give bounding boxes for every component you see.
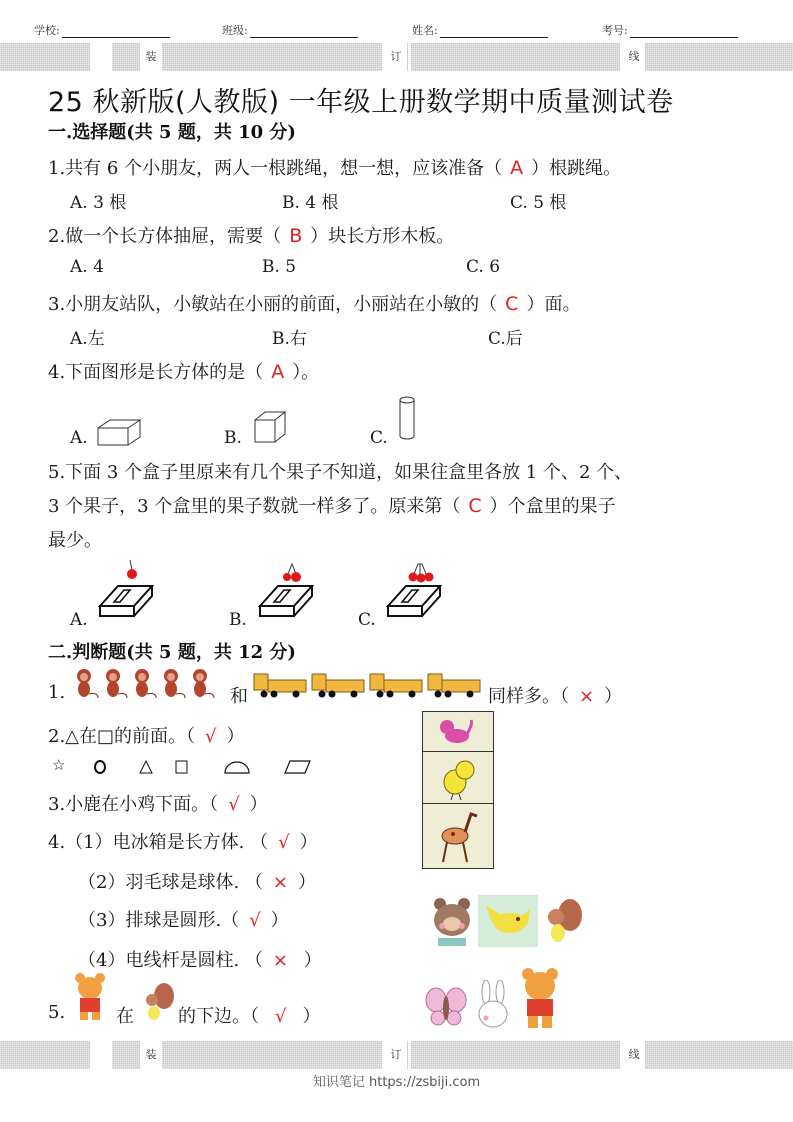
section1-heading: 一.选择题(共 5 题，共 10 分) bbox=[48, 122, 296, 143]
strip-label-zhuang: 装 bbox=[140, 1041, 162, 1069]
chick-icon bbox=[423, 752, 493, 804]
bear-cub-large-icon bbox=[518, 966, 566, 1030]
school-field[interactable] bbox=[34, 22, 170, 38]
question-4: 4.下面图形是长方体的是（ A ）。 bbox=[48, 361, 320, 383]
circle-icon bbox=[92, 759, 108, 775]
page-title: 25 秋新版(人教版) 一年级上册数学期中质量测试卷 bbox=[48, 87, 674, 118]
binding-strip-bottom bbox=[0, 1041, 793, 1069]
judge-mark-5: √ bbox=[275, 1006, 287, 1027]
strip-label-ding: 订 bbox=[385, 43, 407, 71]
judge-q5-text: 的下边。（ √ ） bbox=[178, 1006, 321, 1027]
judge-q1-joiner: 和 bbox=[230, 686, 248, 707]
q1-option-a: A. 3 根 bbox=[70, 193, 127, 213]
star-icon: ☆ bbox=[52, 756, 66, 774]
judge-mark-2: √ bbox=[205, 726, 217, 747]
q3-option-b: B.右 bbox=[272, 329, 307, 349]
class-input-line[interactable] bbox=[250, 24, 358, 38]
grid-cell-deer bbox=[423, 804, 493, 868]
judge-q4-4: （4）电线杆是圆柱. （ × ） bbox=[78, 950, 322, 971]
answer-4: A bbox=[271, 361, 285, 383]
judge-q3: 3.小鹿在小鸡下面。（ √ ） bbox=[48, 794, 268, 815]
box-with-1-cherry-icon bbox=[96, 556, 156, 624]
judge-q4-2: （2）羽毛球是球体. （ × ） bbox=[78, 872, 316, 893]
shape-row bbox=[52, 756, 312, 778]
box-with-2-cherries-icon bbox=[256, 556, 316, 624]
q2-option-b: B. 5 bbox=[262, 257, 297, 277]
animal-row-2 bbox=[424, 966, 566, 1030]
section2-heading: 二.判断题(共 5 题，共 12 分) bbox=[48, 642, 296, 663]
question-5-line2: 3 个果子，3 个盒里的果子数就一样多了。原来第（ C ）个盒里的果子 bbox=[48, 495, 616, 517]
animal-stack-grid bbox=[422, 711, 494, 869]
triangle-icon bbox=[138, 759, 154, 775]
watermark-link[interactable]: 知识笔记 https://zsbiji.com bbox=[312, 1075, 481, 1090]
strip-label-zhuang: 装 bbox=[140, 43, 162, 71]
school-label: 学校: bbox=[34, 24, 60, 37]
name-field[interactable] bbox=[412, 22, 548, 38]
truck-icon bbox=[310, 670, 366, 700]
question-2: 2.做一个长方体抽屉，需要（ B ）块长方形木板。 bbox=[48, 225, 455, 247]
truck-icon bbox=[368, 670, 424, 700]
q5-option-c: C. bbox=[358, 610, 376, 630]
q1-option-b: B. 4 根 bbox=[282, 193, 339, 213]
truck-icon bbox=[426, 670, 482, 700]
rabbit-icon bbox=[472, 980, 514, 1030]
monkey-icon bbox=[188, 668, 216, 700]
monkey-row bbox=[72, 668, 216, 700]
judge-q4-3: （3）排球是圆形.（ √ ） bbox=[78, 910, 289, 931]
binding-strip-top bbox=[0, 43, 793, 71]
judge-mark-4-3: √ bbox=[249, 910, 261, 931]
judge-q4-1: 4.（1）电冰箱是长方体. （ √ ） bbox=[48, 832, 318, 853]
monkey-icon bbox=[130, 668, 158, 700]
strip-label-ding: 订 bbox=[385, 1041, 407, 1069]
grid-cell-chick bbox=[423, 752, 493, 804]
strip-label-xian: 线 bbox=[623, 43, 645, 71]
name-label: 姓名: bbox=[412, 24, 438, 37]
strip-gap bbox=[90, 43, 112, 71]
student-info-row bbox=[0, 22, 793, 42]
judge-mark-1: × bbox=[579, 686, 595, 707]
monkey-icon bbox=[101, 668, 129, 700]
judge-mark-4-2: × bbox=[272, 872, 288, 893]
judge-mark-4-1: √ bbox=[278, 832, 290, 853]
judge-q2: 2.△在□的前面。（ √ ） bbox=[48, 726, 245, 747]
squirrel-small-icon bbox=[140, 982, 176, 1022]
question-1: 1.共有 6 个小朋友，两人一根跳绳，想一想，应该准备（ A ）根跳绳。 bbox=[48, 157, 622, 179]
judge-q1-number: 1. bbox=[48, 682, 66, 703]
judge-q5-number: 5. bbox=[48, 1002, 66, 1023]
question-5-line1: 5.下面 3 个盒子里原来有几个果子不知道，如果往盒里各放 1 个、2 个、 bbox=[48, 462, 633, 483]
judge-q5-mid: 在 bbox=[116, 1006, 134, 1027]
cylinder-icon bbox=[396, 394, 418, 444]
squirrel-icon bbox=[540, 895, 584, 947]
q4-option-c: C. bbox=[370, 428, 388, 448]
judge-mark-4-4: × bbox=[272, 950, 288, 971]
monkey-icon bbox=[72, 668, 100, 700]
truck-icon bbox=[252, 670, 308, 700]
deer-icon bbox=[423, 804, 493, 868]
question-3: 3.小朋友站队，小敏站在小丽的前面，小丽站在小敏的（ C ）面。 bbox=[48, 293, 581, 315]
answer-5: C bbox=[468, 495, 482, 517]
judge-q1-text: 同样多。（ × ） bbox=[488, 686, 623, 707]
question-5-line3: 最少。 bbox=[48, 530, 102, 551]
answer-1: A bbox=[510, 157, 524, 179]
bird-icon bbox=[478, 895, 538, 947]
q2-option-c: C. 6 bbox=[466, 257, 501, 277]
exam-number-input-line[interactable] bbox=[630, 24, 738, 38]
name-input-line[interactable] bbox=[440, 24, 548, 38]
judge-mark-3: √ bbox=[228, 794, 240, 815]
grid-cell-cat bbox=[423, 712, 493, 752]
cube-icon bbox=[252, 410, 288, 446]
class-label: 班级: bbox=[222, 24, 248, 37]
butterfly-icon bbox=[424, 984, 468, 1030]
q5-option-b: B. bbox=[229, 610, 247, 630]
q3-option-c: C.后 bbox=[488, 329, 523, 349]
q2-option-a: A. 4 bbox=[70, 257, 104, 277]
cat-icon bbox=[423, 712, 493, 752]
class-field[interactable] bbox=[222, 22, 358, 38]
strip-label-xian: 线 bbox=[623, 1041, 645, 1069]
exam-number-field[interactable] bbox=[602, 22, 738, 38]
box-with-3-cherries-icon bbox=[384, 556, 444, 624]
exam-number-label: 考号: bbox=[602, 24, 628, 37]
semicircle-icon bbox=[222, 759, 252, 775]
bear-cub-icon bbox=[72, 972, 108, 1022]
answer-3: C bbox=[505, 293, 519, 315]
school-input-line[interactable] bbox=[62, 24, 170, 38]
square-icon bbox=[174, 759, 190, 775]
truck-row bbox=[252, 670, 482, 700]
cuboid-icon bbox=[96, 418, 144, 448]
answer-2: B bbox=[289, 225, 303, 247]
bear-icon bbox=[428, 894, 476, 948]
q4-option-b: B. bbox=[224, 428, 242, 448]
parallelogram-icon bbox=[284, 759, 312, 775]
q3-option-a: A.左 bbox=[70, 329, 105, 349]
monkey-icon bbox=[159, 668, 187, 700]
q1-option-c: C. 5 根 bbox=[510, 193, 567, 213]
q5-option-a: A. bbox=[70, 610, 88, 630]
q4-option-a: A. bbox=[70, 428, 88, 448]
animal-row-1 bbox=[428, 894, 584, 948]
